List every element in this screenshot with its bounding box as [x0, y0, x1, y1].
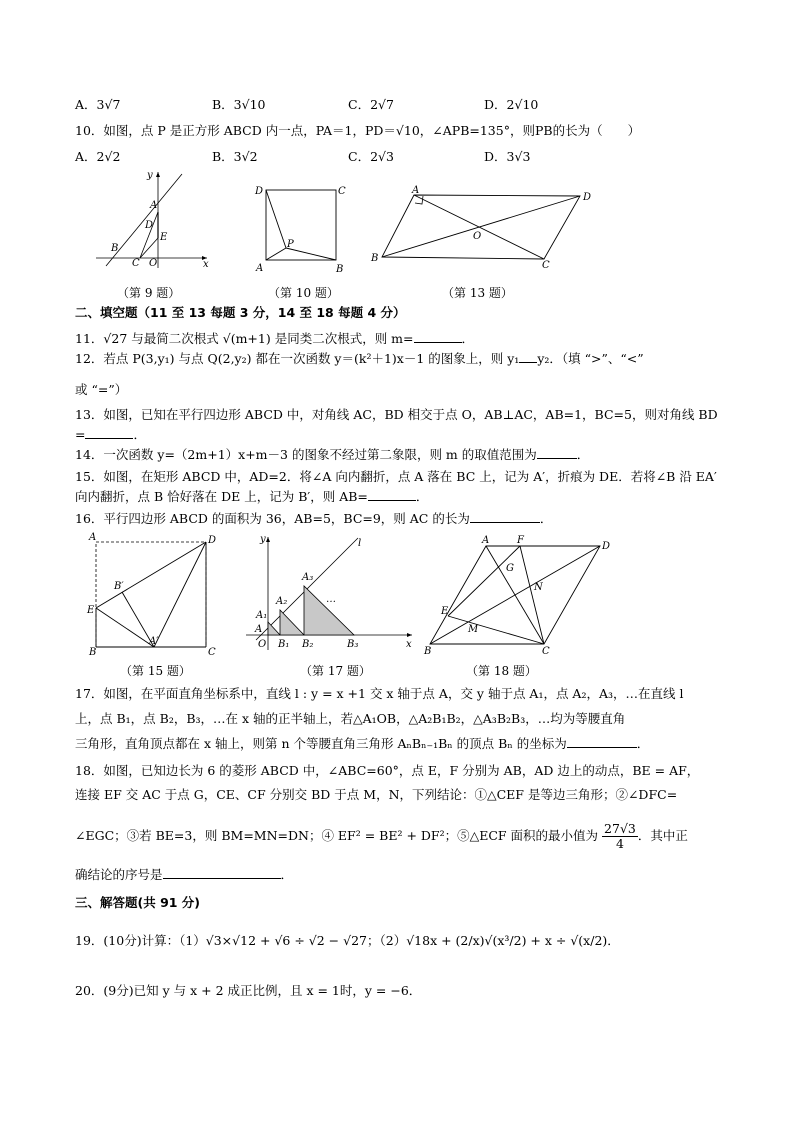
- figure-10: [252, 180, 352, 276]
- q9-option-b: B．3√10: [212, 97, 266, 112]
- figure-15: [86, 532, 222, 656]
- svg-text:G: G: [506, 563, 514, 574]
- svg-text:A: A: [482, 535, 490, 546]
- q19: 19．(10分)计算：（1）√3×√12 + √6 ÷ √2 − √27；（2）√18x + (2/x)√(x³/2) + x ÷ √(x/2)．: [75, 933, 620, 948]
- figure-13: [368, 184, 598, 271]
- svg-text:O: O: [473, 231, 482, 242]
- figure-18: [424, 532, 620, 656]
- caption-fig9: （第 9 题）: [117, 286, 181, 300]
- svg-text:E: E: [87, 605, 95, 616]
- svg-text:O: O: [149, 258, 158, 269]
- svg-text:B₂: B₂: [302, 639, 314, 650]
- svg-text:N: N: [534, 582, 543, 593]
- svg-text:B: B: [424, 646, 432, 657]
- svg-text:D: D: [208, 535, 217, 546]
- svg-text:F: F: [517, 535, 524, 546]
- svg-text:x: x: [406, 639, 412, 650]
- svg-text:C: C: [338, 186, 346, 197]
- q10-option-c: C．2√3: [348, 149, 394, 164]
- q18-cont: 连接 EF 交 AC 于点 G，CE、CF 分别交 BD 于点 M，N，下列结论：①△CEF 是等边三角形；②∠DFC=: [75, 787, 678, 802]
- caption-fig17: （第 17 题）: [300, 664, 371, 678]
- q10-option-b: B．3√2: [212, 149, 258, 164]
- q10-option-a: A．2√2: [75, 149, 121, 164]
- svg-text:B: B: [336, 264, 344, 275]
- svg-text:A: A: [256, 263, 264, 274]
- svg-text:D: D: [602, 541, 611, 552]
- q9-option-d: D．2√10: [484, 97, 539, 112]
- svg-text:D: D: [583, 192, 592, 203]
- figure-17: [244, 532, 420, 656]
- caption-fig15: （第 15 题）: [120, 664, 191, 678]
- q12: 12．若点 P(3,y₁) 与点 Q(2,y₂) 都在一次函数 y＝(k²＋1)x－1 的图象上，则 y₁ y₂．（填 “>”、“<”: [75, 351, 644, 366]
- q16: 16．平行四边形 ABCD 的面积为 36，AB=5，BC=9，则 AC 的长为 ．: [75, 511, 553, 526]
- figure-9: [92, 168, 217, 273]
- svg-text:B₃: B₃: [347, 639, 359, 650]
- q18: 18．如图，已知边长为 6 的菱形 ABCD 中，∠ABC=60°，点 E，F 分别为 AB，AD 边上的动点，BE = AF，: [75, 763, 700, 778]
- svg-text:A₃: A₃: [302, 572, 314, 583]
- svg-text:x: x: [203, 259, 209, 270]
- svg-text:B: B: [89, 647, 97, 658]
- svg-text:P: P: [287, 239, 294, 250]
- q15-cont: 向内翻折，点 B 恰好落在 DE 上，记为 B′，则 AB= ．: [75, 489, 429, 504]
- caption-fig13: （第 13 题）: [442, 286, 513, 300]
- svg-text:A: A: [89, 532, 97, 543]
- q13: 13．如图，已知在平行四边形 ABCD 中，对角线 AC，BD 相交于点 O，AB⊥AC，AB=1，BC=5，则对角线 BD: [75, 407, 718, 422]
- section-3-title: 三、解答题(共 91 分): [75, 895, 201, 910]
- q10-stem: 10．如图，点 P 是正方形 ABCD 内一点，PA＝1，PD＝√10，∠APB=135°，则PB的长为（ ）: [75, 123, 641, 138]
- q9-option-c: C．2√7: [348, 97, 394, 112]
- svg-text:B: B: [111, 243, 119, 254]
- q17-cont: 上，点 B₁，点 B₂，B₃，…在 x 轴的正半轴上，若△A₁OB，△A₂B₁B₂，△A₃B₂B₃，…均为等腰直角: [75, 711, 626, 726]
- section-2-title: 二、填空题（11 至 13 每题 3 分，14 至 18 每题 4 分）: [75, 305, 406, 320]
- svg-text:O: O: [258, 639, 267, 650]
- svg-text:C: C: [542, 260, 550, 271]
- q18-fraction: $\frac{27√3}{4}$: [604, 821, 636, 851]
- svg-text:…: …: [326, 594, 336, 605]
- svg-text:B: B: [371, 253, 379, 264]
- q18-cont2: ∠EGC；③若 BE=3，则 BM=MN=DN；④ EF² = BE² + DF²；⑤△ECF 面积的最小值为 $\frac{27√3}{4}$ ．其中正: [75, 821, 688, 851]
- svg-text:A: A: [255, 624, 263, 635]
- svg-text:A′: A′: [149, 636, 159, 647]
- caption-fig18: （第 18 题）: [466, 664, 537, 678]
- svg-text:C: C: [208, 647, 216, 658]
- caption-fig10: （第 10 题）: [268, 286, 339, 300]
- q9-option-a: A．3√7: [75, 97, 121, 112]
- svg-text:D: D: [145, 220, 154, 231]
- q10-option-d: D．3√3: [484, 149, 531, 164]
- svg-text:B₁: B₁: [278, 639, 290, 650]
- q14: 14．一次函数 y=（2m+1）x+m－3 的图象不经过第二象限，则 m 的取值范围为 ．: [75, 447, 590, 462]
- svg-text:A₁: A₁: [256, 610, 268, 621]
- q12-cont: 或 “=”）: [75, 382, 128, 397]
- svg-text:C: C: [132, 258, 140, 269]
- svg-text:l: l: [358, 538, 362, 549]
- svg-text:E: E: [160, 232, 168, 243]
- q17: 17．如图，在平面直角坐标系中，直线 l : y = x +1 交 x 轴于点 A，交 y 轴于点 A₁，点 A₂，A₃，…在直线 l: [75, 686, 684, 701]
- svg-text:C: C: [542, 646, 550, 657]
- svg-text:A: A: [412, 185, 420, 196]
- q11: 11．√27 与最简二次根式 √(m+1) 是同类二次根式，则 m= ．: [75, 331, 475, 346]
- q18-cont3: 确结论的序号是 ．: [75, 867, 294, 882]
- svg-text:B′: B′: [114, 581, 124, 592]
- svg-text:A: A: [150, 200, 158, 211]
- q17-cont2: 三角形，直角顶点都在 x 轴上，则第 n 个等腰直角三角形 AₙBₙ₋₁Bₙ 的顶点 Bₙ 的坐标为 ．: [75, 736, 650, 751]
- svg-text:A₂: A₂: [276, 596, 288, 607]
- svg-text:y: y: [147, 170, 153, 181]
- svg-text:E: E: [441, 606, 449, 617]
- svg-text:y: y: [260, 534, 266, 545]
- q15: 15．如图，在矩形 ABCD 中，AD=2．将∠A 向内翻折，点 A 落在 BC 上，记为 A′，折痕为 DE．若将∠B 沿 EA′: [75, 469, 717, 484]
- q13-cont: = ．: [75, 427, 146, 442]
- svg-text:M: M: [468, 624, 479, 635]
- svg-text:D: D: [255, 186, 264, 197]
- q20: 20．(9分)已知 y 与 x + 2 成正比例，且 x = 1时，y = −6．: [75, 983, 422, 998]
